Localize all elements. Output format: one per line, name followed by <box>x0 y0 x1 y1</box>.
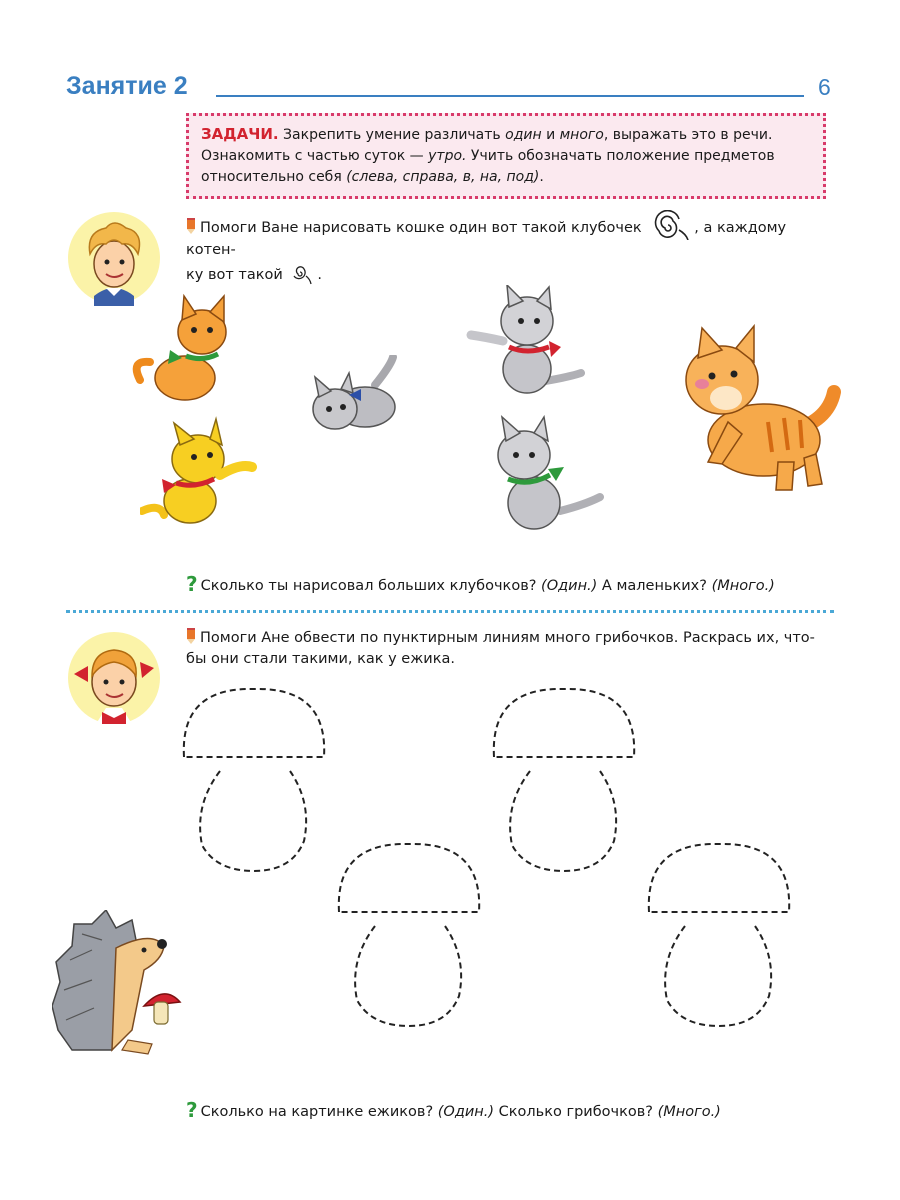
exercise2-question <box>186 1098 836 1122</box>
grey-kitten-waving-illustration <box>465 285 585 400</box>
exercise1-question <box>186 572 836 596</box>
question-text: А маленьких? <box>597 578 712 594</box>
tasks-text-italic: один <box>505 127 542 143</box>
section-divider <box>66 610 834 613</box>
dashed-mushroom-2[interactable] <box>490 685 640 875</box>
answer-text: (Один.) <box>437 1104 495 1120</box>
question-mark-icon: ? <box>186 1098 198 1122</box>
exercise1-instruction <box>186 210 836 286</box>
exercise1-text: Помоги Ване нарисовать кошке один вот такой клубочек <box>200 220 642 236</box>
dashed-mushroom-3[interactable] <box>335 840 485 1030</box>
tasks-text: и <box>541 127 560 143</box>
yellow-kitten-illustration <box>140 415 260 530</box>
question-text: Сколько грибочков? <box>494 1104 658 1120</box>
lesson-title: Занятие 2 <box>66 72 188 100</box>
tasks-text: Учить обозначать положение предметов <box>466 148 775 164</box>
tasks-label: ЗАДАЧИ. <box>201 125 279 143</box>
grey-kitten-crouching-illustration <box>305 355 405 445</box>
answer-text: (Много.) <box>711 578 775 594</box>
tasks-text: Ознакомить с частью суток — <box>201 148 429 164</box>
hedgehog-with-mushroom-illustration <box>52 910 192 1060</box>
tasks-text: . <box>539 169 544 185</box>
girl-anya-illustration <box>66 628 162 728</box>
tasks-box <box>186 113 826 199</box>
tasks-text: , выражать это в речи. <box>603 127 773 143</box>
exercise2-text: бы они стали такими, как у ежика. <box>186 651 455 667</box>
question-mark-icon: ? <box>186 572 198 596</box>
dashed-mushroom-4[interactable] <box>645 840 795 1030</box>
tasks-text-italic: (слева, справа, в, на, под) <box>346 169 540 185</box>
answer-text: (Много.) <box>657 1104 721 1120</box>
tasks-text-italic: утро. <box>428 148 467 164</box>
grey-kitten-sitting-illustration <box>488 415 608 535</box>
pencil-icon <box>186 628 196 644</box>
small-yarn-ball-icon <box>289 261 315 285</box>
orange-kitten-illustration <box>130 290 250 410</box>
dashed-mushroom-1[interactable] <box>180 685 330 875</box>
exercise1-text: , а каждому котен- <box>186 220 787 258</box>
page-number: 6 <box>818 74 831 100</box>
big-yarn-ball-icon <box>648 210 692 240</box>
question-text: Сколько на картинке ежиков? <box>200 1104 438 1120</box>
answer-text: (Один.) <box>541 578 598 594</box>
exercise2-instruction <box>186 628 836 670</box>
pencil-icon <box>186 218 196 234</box>
mother-cat-illustration <box>668 322 848 497</box>
tasks-text: Закрепить умение различать <box>278 127 506 143</box>
title-rule <box>216 95 804 97</box>
tasks-text: относительно себя <box>201 169 347 185</box>
exercise1-text: ку вот такой <box>186 267 283 283</box>
exercise2-text: Помоги Ане обвести по пунктирным линиям много грибочков. Раскрась их, что- <box>200 630 815 646</box>
exercise1-text: . <box>317 267 323 283</box>
tasks-text-italic: много <box>559 127 604 143</box>
question-text: Сколько ты нарисовал больших клубочков? <box>200 578 542 594</box>
